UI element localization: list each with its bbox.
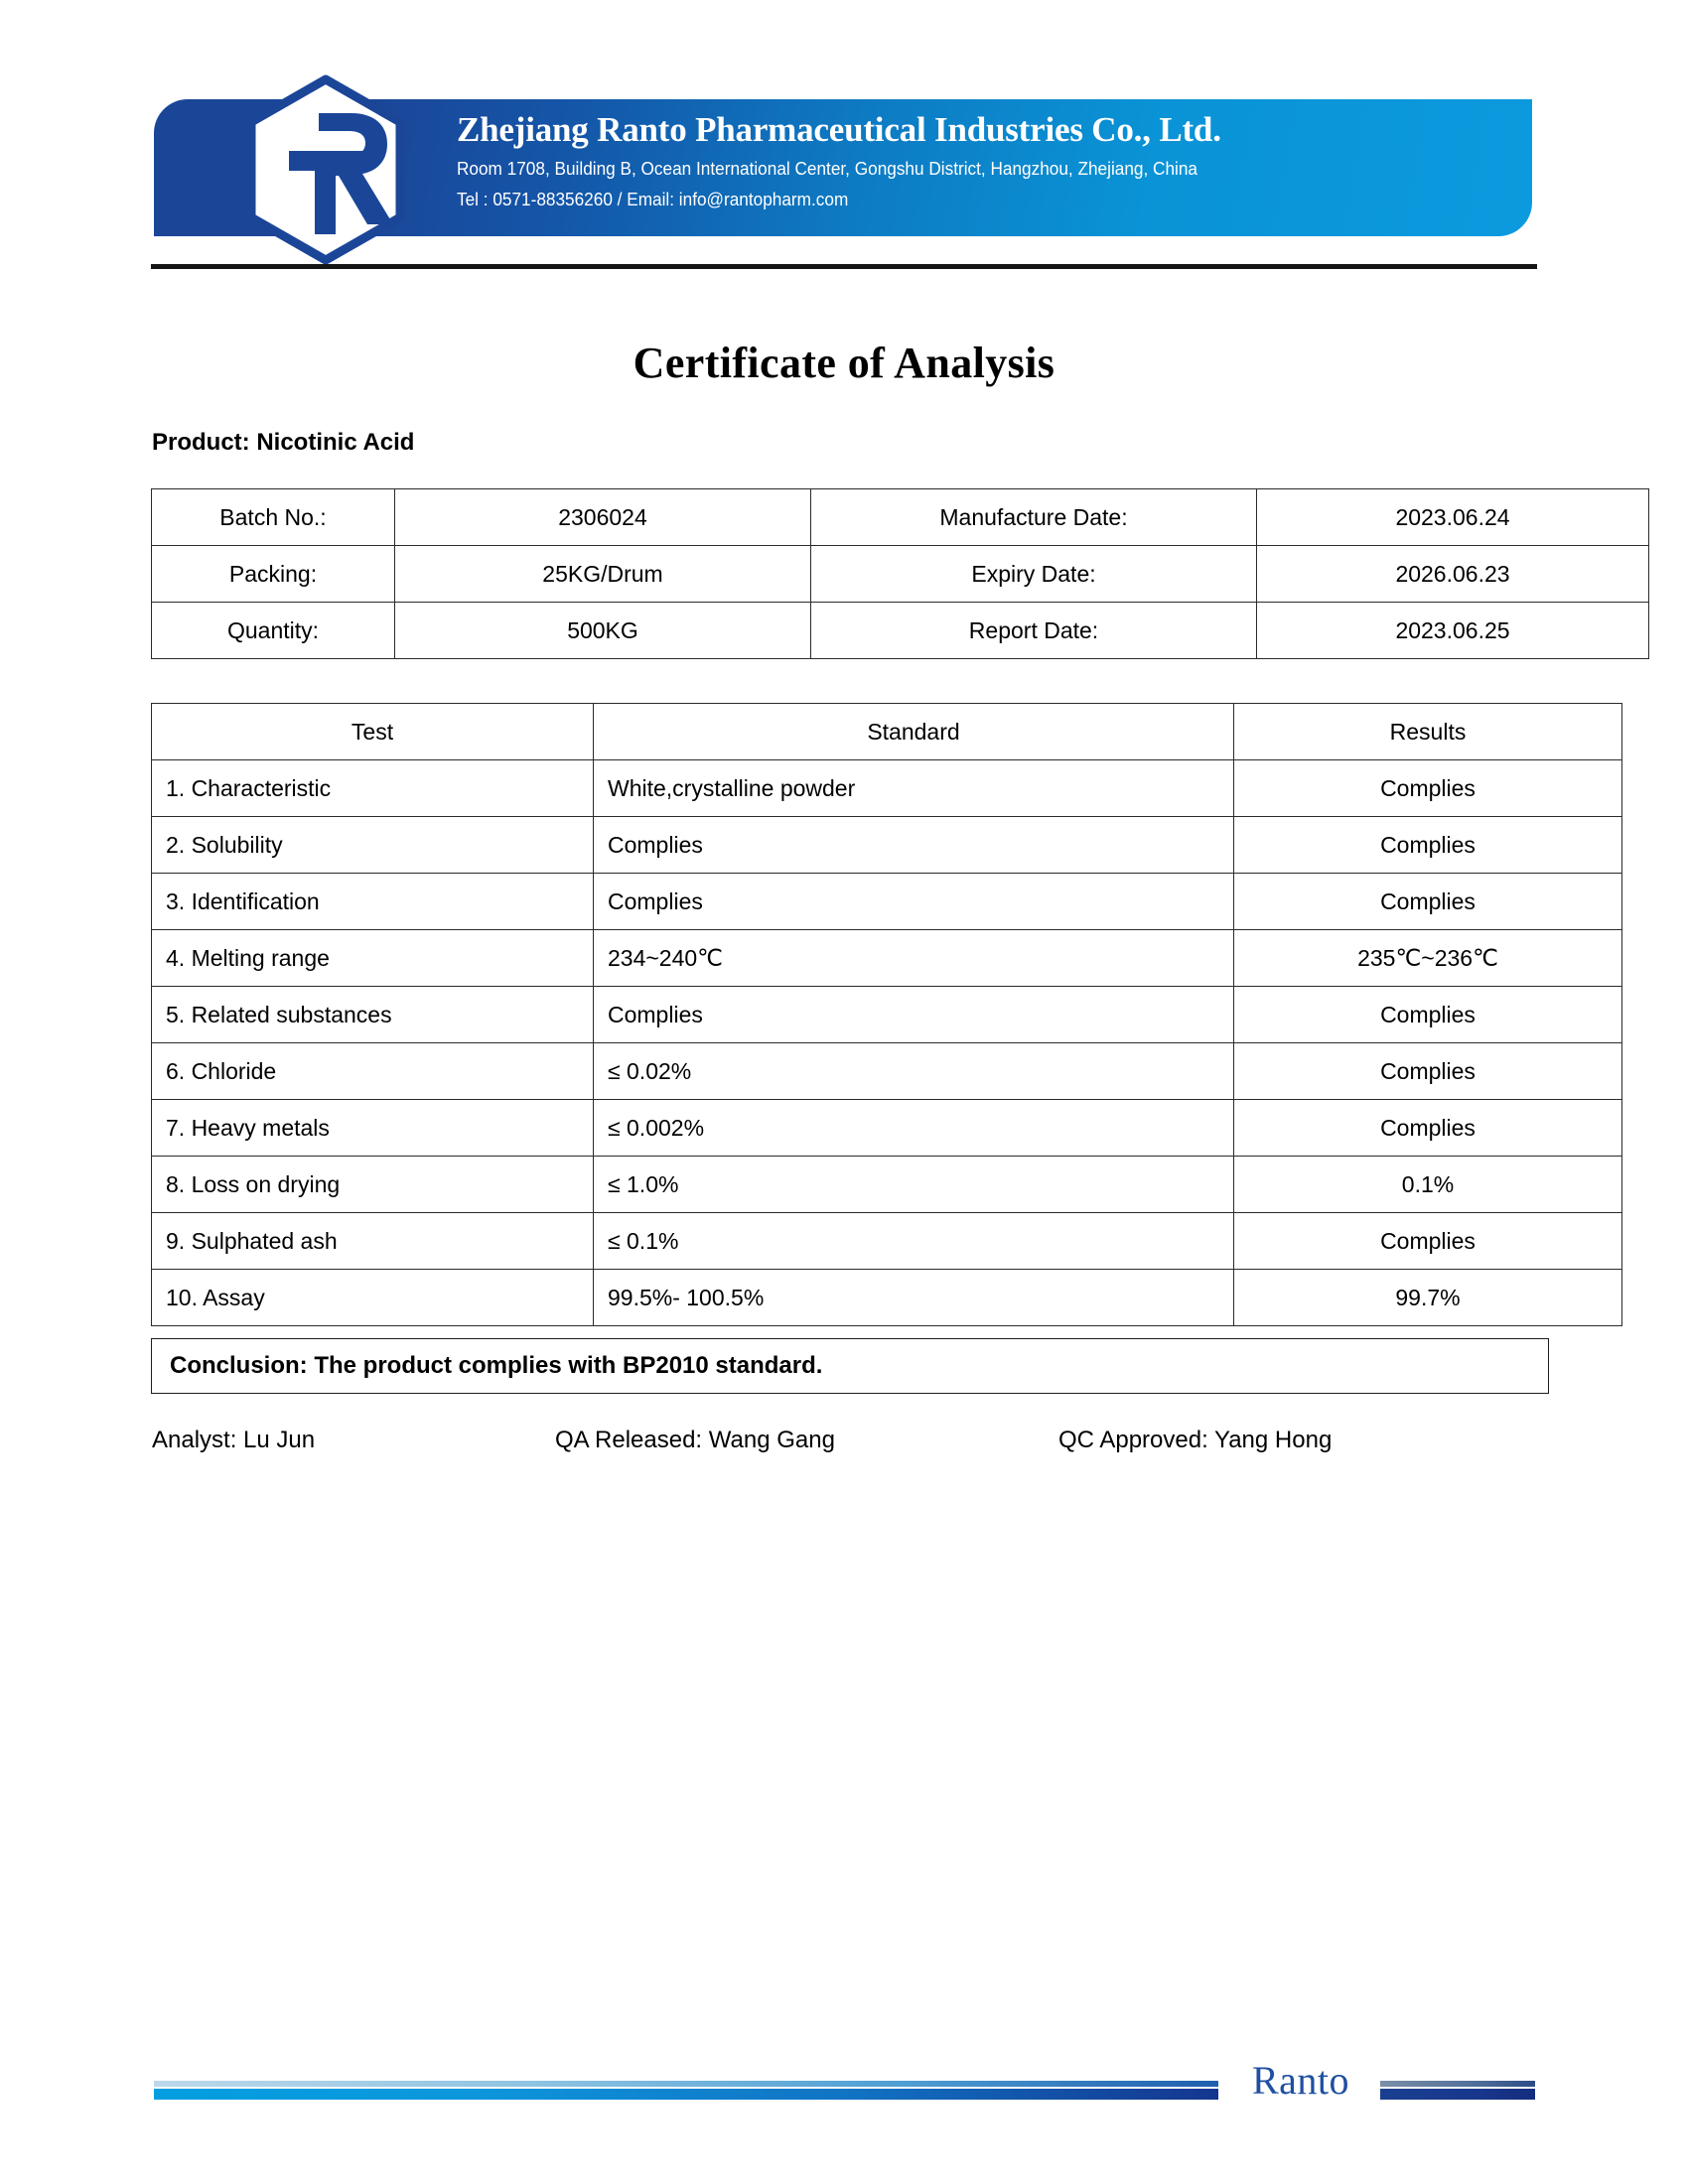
info-value: 2306024: [395, 489, 811, 546]
test-standard: ≤ 1.0%: [594, 1157, 1234, 1213]
table-row: [152, 603, 1649, 659]
table-row: [152, 1213, 1622, 1270]
table-row: [152, 1157, 1622, 1213]
info-value: 25KG/Drum: [395, 546, 811, 603]
test-standard: ≤ 0.02%: [594, 1043, 1234, 1100]
test-result: Complies: [1234, 760, 1622, 817]
table-row: [152, 546, 1649, 603]
test-result: Complies: [1234, 1100, 1622, 1157]
test-standard: 234~240℃: [594, 930, 1234, 987]
page-title: Certificate of Analysis: [633, 339, 1055, 387]
page-header: [154, 99, 1532, 236]
test-result: Complies: [1234, 987, 1622, 1043]
info-label: Batch No.:: [152, 489, 395, 546]
test-result: Complies: [1234, 817, 1622, 874]
test-results-table: [151, 703, 1622, 1326]
qa-released-signature: QA Released: Wang Gang: [555, 1427, 835, 1453]
test-standard: Complies: [594, 987, 1234, 1043]
test-standard: Complies: [594, 874, 1234, 930]
test-name: 8. Loss on drying: [152, 1157, 594, 1213]
info-value: 2026.06.23: [1257, 546, 1649, 603]
test-result: 235℃~236℃: [1234, 930, 1622, 987]
table-row: [152, 817, 1622, 874]
test-result: 0.1%: [1234, 1157, 1622, 1213]
test-name: 2. Solubility: [152, 817, 594, 874]
page-footer: [0, 2015, 1688, 2134]
table-header-row: [152, 704, 1622, 760]
company-contact: Tel : 0571-88356260 / Email: info@rantopharm.com: [457, 189, 849, 209]
info-label: Manufacture Date:: [811, 489, 1257, 546]
test-standard: ≤ 0.002%: [594, 1100, 1234, 1157]
info-label: Report Date:: [811, 603, 1257, 659]
table-row: [152, 1043, 1622, 1100]
test-standard: 99.5%- 100.5%: [594, 1270, 1234, 1326]
company-address: Room 1708, Building B, Ocean International Center, Gongshu District, Hangzhou, Zhejiang, China: [457, 158, 1197, 179]
conclusion-text: Conclusion: The product complies with BP2010 standard.: [170, 1352, 823, 1379]
table-row: [152, 874, 1622, 930]
table-row: [152, 1100, 1622, 1157]
footer-rule-upper-left: [154, 2081, 1218, 2087]
test-standard: White,crystalline powder: [594, 760, 1234, 817]
header-text-block: [457, 107, 1489, 214]
table-row: [152, 987, 1622, 1043]
analyst-signature: Analyst: Lu Jun: [152, 1427, 316, 1453]
info-value: 2023.06.25: [1257, 603, 1649, 659]
info-label: Expiry Date:: [811, 546, 1257, 603]
company-logo: [231, 73, 420, 266]
test-name: 10. Assay: [152, 1270, 594, 1326]
conclusion-box: [151, 1338, 1549, 1394]
test-result: Complies: [1234, 1213, 1622, 1270]
test-name: 9. Sulphated ash: [152, 1213, 594, 1270]
column-header-results: Results: [1234, 704, 1622, 760]
test-name: 3. Identification: [152, 874, 594, 930]
test-result: Complies: [1234, 874, 1622, 930]
footer-brand-wordmark: Ranto: [1251, 2058, 1350, 2103]
info-value: 2023.06.24: [1257, 489, 1649, 546]
table-row: [152, 760, 1622, 817]
header-divider-rule: [151, 264, 1537, 269]
table-row: [152, 930, 1622, 987]
test-result: Complies: [1234, 1043, 1622, 1100]
signature-row: [152, 1427, 1542, 1462]
test-name: 5. Related substances: [152, 987, 594, 1043]
footer-rule-upper-right: [1380, 2081, 1535, 2087]
test-standard: ≤ 0.1%: [594, 1213, 1234, 1270]
test-standard: Complies: [594, 817, 1234, 874]
column-header-test: Test: [152, 704, 594, 760]
company-name: Zhejiang Ranto Pharmaceutical Industries Co., Ltd.: [457, 110, 1221, 149]
table-row: [152, 1270, 1622, 1326]
test-name: 6. Chloride: [152, 1043, 594, 1100]
batch-info-table: [151, 488, 1649, 659]
product-label: Product: Nicotinic Acid: [152, 429, 415, 456]
test-name: 7. Heavy metals: [152, 1100, 594, 1157]
footer-rule-lower-right: [1380, 2089, 1535, 2100]
qc-approved-signature: QC Approved: Yang Hong: [1058, 1427, 1333, 1453]
test-name: 4. Melting range: [152, 930, 594, 987]
table-row: [152, 489, 1649, 546]
info-label: Packing:: [152, 546, 395, 603]
info-value: 500KG: [395, 603, 811, 659]
footer-rule-lower-left: [154, 2089, 1218, 2100]
column-header-standard: Standard: [594, 704, 1234, 760]
test-result: 99.7%: [1234, 1270, 1622, 1326]
test-name: 1. Characteristic: [152, 760, 594, 817]
info-label: Quantity:: [152, 603, 395, 659]
